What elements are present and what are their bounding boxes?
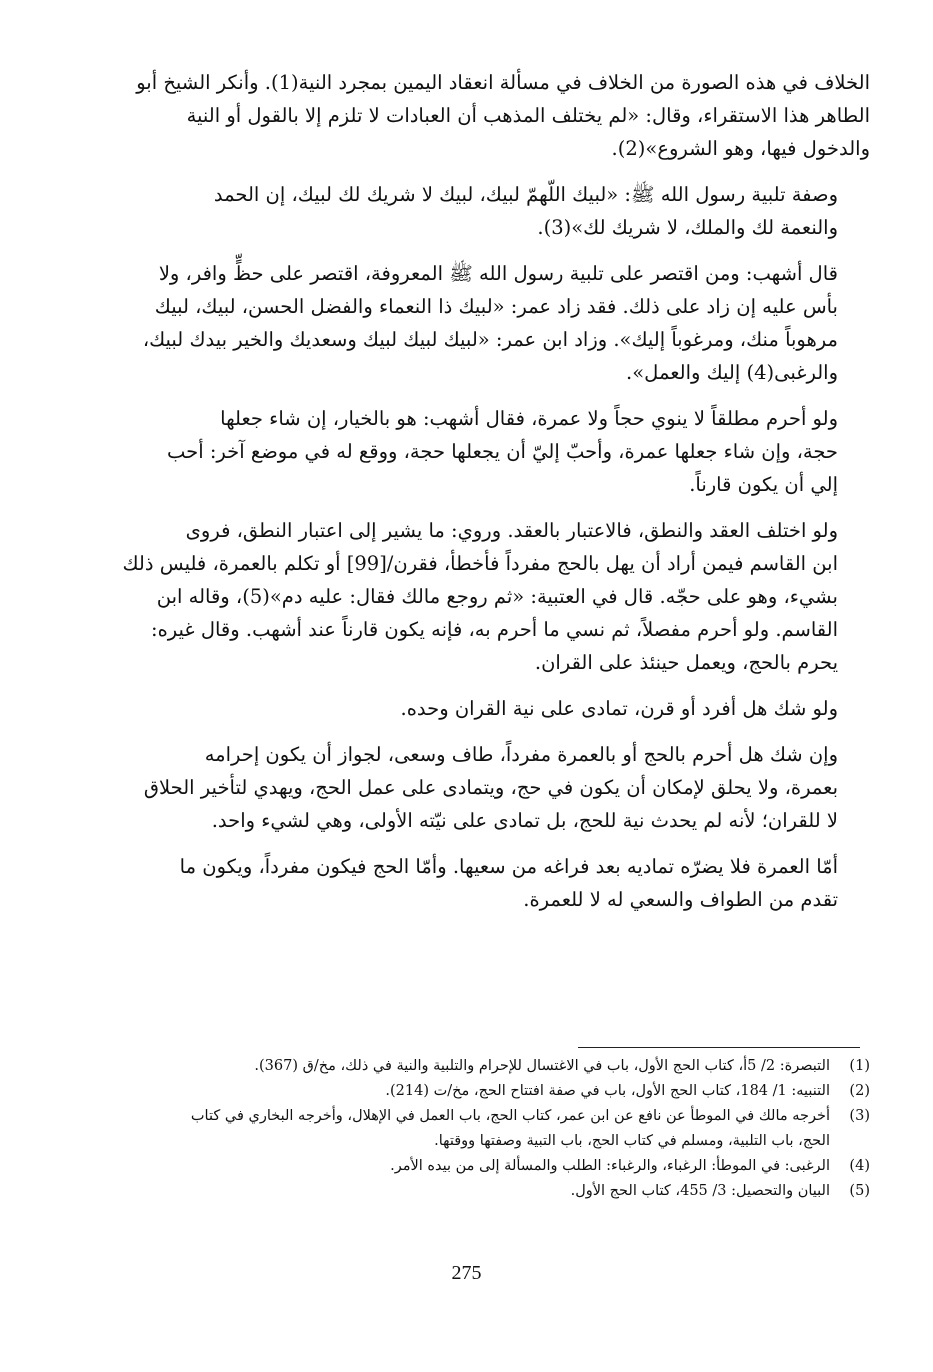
footnote-line: التنبيه: 1/ 184، كتاب الحج الأول، باب في صفة افتتاح الحج، مخ/ت (214). (385, 1083, 830, 1099)
footnote (64, 1179, 870, 1204)
footnote-line: البيان والتحصيل: 3/ 455، كتاب الحج الأول. (570, 1183, 830, 1199)
footnote-number: (3) (849, 1108, 870, 1124)
footnote-number: (5) (849, 1183, 870, 1199)
footnote-text (64, 1079, 830, 1104)
text-line: والنعمة لك والملك، لا شريك لك»(3). (537, 216, 838, 239)
text-line: بعمرة، ولا يحلق لإمكان أن يكون في حج، ويتمادى على عمل الحج، ويهدي لتأخير الحلاق (143, 776, 838, 799)
footnote (64, 1154, 870, 1179)
text-line: وصفة تلبية رسول الله ﷺ: «لبيك اللّهمّ لبيك، لبيك لا شريك لك لبيك، إن الحمد (213, 183, 838, 206)
text-line: وإن شك هل أحرم بالحج أو بالعمرة مفرداً، طاف وسعى، لجواز أن يكون إحرامه (204, 743, 838, 766)
footnote-line: الرغبى: في الموطأ: الرغباء، والرغباء: الطلب والمسألة إلى من بيده الأمر. (390, 1158, 830, 1174)
footnote-separator (578, 1047, 860, 1048)
footnote-line: الحج، باب التلبية، ومسلم في كتاب الحج، باب التبية وصفتها ووقتها. (434, 1133, 830, 1149)
footnote-number: (2) (849, 1083, 870, 1099)
footnote-line: أخرجه مالك في الموطأ عن نافع عن ابن عمر، كتاب الحج، باب العمل في الإهلال، وأخرجه البخاري في كتاب (190, 1108, 830, 1124)
footnote-number: (1) (849, 1058, 870, 1074)
text-line: إلي أن يكون قارناً. (689, 473, 838, 496)
footnote (64, 1104, 870, 1154)
text-line: أمّا العمرة فلا يضرّه تماديه بعد فراغه من سعيها. وأمّا الحج فيكون مفرداً، ويكون ما (179, 855, 838, 878)
text-line: القاسم. ولو أحرم مفصلاً، ثم نسي ما أحرم به، فإنه يكون قارناً عند أشهب. وقال غيره: (151, 618, 838, 641)
footnotes (64, 1054, 870, 1204)
footnote-number: (4) (849, 1158, 870, 1174)
text-line: ابن القاسم فيمن أراد أن يهل بالحج مفرداً فأخطأ، فقرن/[99] أو تكلم بالعمرة، فليس ذلك (122, 552, 838, 575)
text-line: تقدم من الطواف والسعي له لا للعمرة. (523, 888, 838, 911)
text-line: بشيء، وهو على حجّه. قال في العتبية: «ثم روجع مالك فقال: عليه دم»(5)، وقاله ابن (156, 585, 838, 608)
text-line: لا للقران؛ لأنه لم يحدث نية للحج، بل تمادى على نيّته الأولى، وهي لشيء واحد. (211, 809, 838, 832)
footnote-text (64, 1054, 830, 1079)
paragraph (64, 850, 870, 916)
paragraph (64, 402, 870, 501)
text-line: ولو شك هل أفرد أو قرن، تمادى على نية القران وحده. (400, 697, 838, 720)
footnote (64, 1054, 870, 1079)
page-number: 275 (451, 1262, 482, 1284)
footnote-text (64, 1179, 830, 1204)
paragraph (64, 178, 870, 244)
text-line: يحرم بالحج، ويعمل حينئذ على القران. (534, 651, 838, 674)
paragraph (64, 257, 870, 389)
text-line: قال أشهب: ومن اقتصر على تلبية رسول الله ﷺ المعروفة، اقتصر على حظٍّ وافر، ولا (158, 262, 838, 285)
text-line: بأس عليه إن زاد على ذلك. فقد زاد عمر: «لبيك ذا النعماء والفضل الحسن، لبيك، لبيك (154, 295, 838, 318)
text-line: ولو اختلف العقد والنطق، فالاعتبار بالعقد. وروي: ما يشير إلى اعتبار النطق، فروى (185, 519, 838, 542)
paragraph (64, 692, 870, 725)
text-line: والدخول فيها، وهو الشروع»(2). (611, 137, 870, 160)
text-line: والرغبى(4) إليك والعمل». (626, 361, 838, 384)
paragraph (64, 66, 870, 165)
footnote-line: التبصرة: 2/ 5أ، كتاب الحج الأول، باب في الاغتسال للإحرام والتلبية والنية في ذلك، مخ/ق (367). (254, 1058, 830, 1074)
footnote (64, 1079, 870, 1104)
text-line: الطاهر هذا الاستقراء، وقال: «لم يختلف المذهب أن العبادات لا تلزم إلا بالقول أو النية (186, 104, 870, 127)
footnote-text (64, 1154, 830, 1179)
text-line: الخلاف في هذه الصورة من الخلاف في مسألة انعقاد اليمين بمجرد النية(1). وأنكر الشيخ أبو (136, 71, 870, 94)
paragraph (64, 738, 870, 837)
footnote-text (64, 1104, 830, 1154)
text-line: مرهوباً منك، ومرغوباً إليك». وزاد ابن عمر: «لبيك لبيك لبيك وسعديك والخير بيدك لبيك، (142, 328, 838, 351)
text-line: ولو أحرم مطلقاً لا ينوي حجاً ولا عمرة، فقال أشهب: هو بالخيار، إن شاء جعلها (220, 407, 838, 430)
text-line: حجة، وإن شاء جعلها عمرة، وأحبّ إليّ أن يجعلها حجة، ووقع له في موضع آخر: أحب (167, 440, 838, 463)
paragraph (64, 514, 870, 679)
main-text (64, 66, 870, 929)
